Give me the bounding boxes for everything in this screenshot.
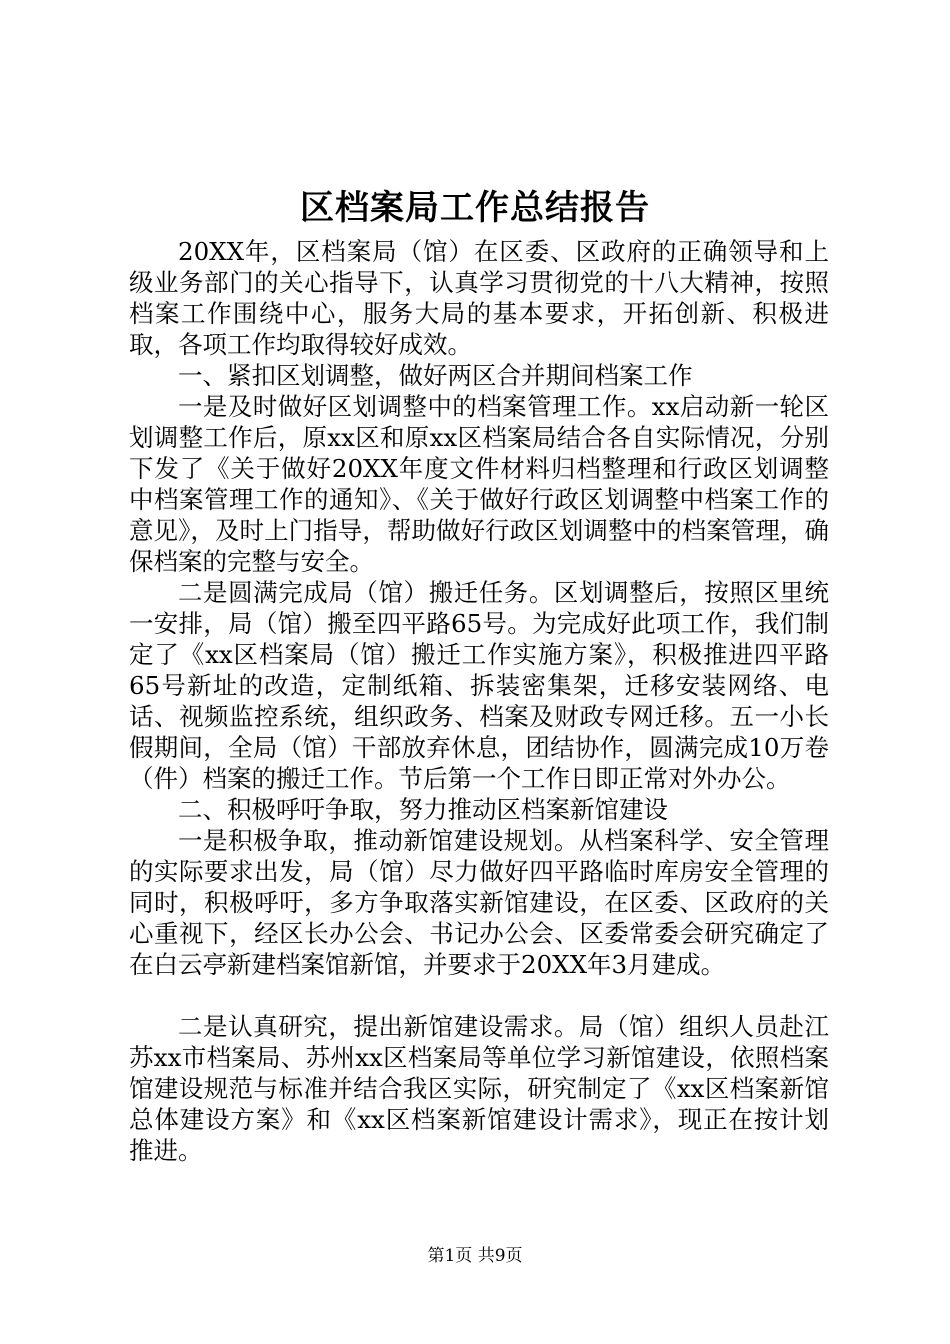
intro-paragraph: 20XX年，区档案局（馆）在区委、区政府的正确领导和上级业务部门的关心指导下，认真学习贯彻党的十八大精神，按照档案工作围绕中心，服务大局的基本要求，开拓创新、积极进取，各项工作均取得较好成效。 — [129, 237, 829, 359]
document-title: 区档案局工作总结报告 — [300, 188, 650, 228]
section-heading-2: 二、积极呼吁争取，努力推动区档案新馆建设 — [178, 795, 668, 824]
body-paragraph: 二是圆满完成局（馆）搬迁任务。区划调整后，按照区里统一安排，局（馆）搬至四平路65号。为完成好此项工作，我们制定了《xx区档案局（馆）搬迁工作实施方案》，积极推进四平路65号新址的改造，定制纸箱、拆装密集架，迁移安装网络、电话、视频监控系统，组织政务、档案及财政专网迁移。五一小长假期间，全局（馆）干部放弃休息，团结协作，圆满完成10万卷（件）档案的搬迁工作。节后第一个工作日即正常对外办公。 — [129, 578, 829, 793]
body-paragraph: 一是及时做好区划调整中的档案管理工作。xx启动新一轮区划调整工作后，原xx区和原xx区档案局结合各自实际情况，分别下发了《关于做好20XX年度文件材料归档整理和行政区划调整中档案管理工作的通知》、《关于做好行政区划调整中档案工作的意见》，及时上门指导，帮助做好行政区划调整中的档案管理，确保档案的完整与安全。 — [129, 392, 829, 576]
body-paragraph: 一是积极争取，推动新馆建设规划。从档案科学、安全管理的实际要求出发，局（馆）尽力做好四平路临时库房安全管理的同时，积极呼吁，多方争取落实新馆建设，在区委、区政府的关心重视下，经区长办公会、书记办公会、区委常委会研究确定了在白云亭新建档案馆新馆，并要求于20XX年3月建成。 — [129, 826, 829, 979]
section-heading-1: 一、紧扣区划调整，做好两区合并期间档案工作 — [178, 361, 693, 390]
body-paragraph: 二是认真研究，提出新馆建设需求。局（馆）组织人员赴江苏xx市档案局、苏州xx区档案局等单位学习新馆建设，依照档案馆建设规范与标准并结合我区实际，研究制定了《xx区档案新馆总体建设方案》和《xx区档案新馆建设计需求》，现正在按计划推进。 — [129, 1012, 829, 1165]
page-number: 第1页 共9页 — [427, 1246, 523, 1266]
document-body — [129, 236, 829, 1166]
